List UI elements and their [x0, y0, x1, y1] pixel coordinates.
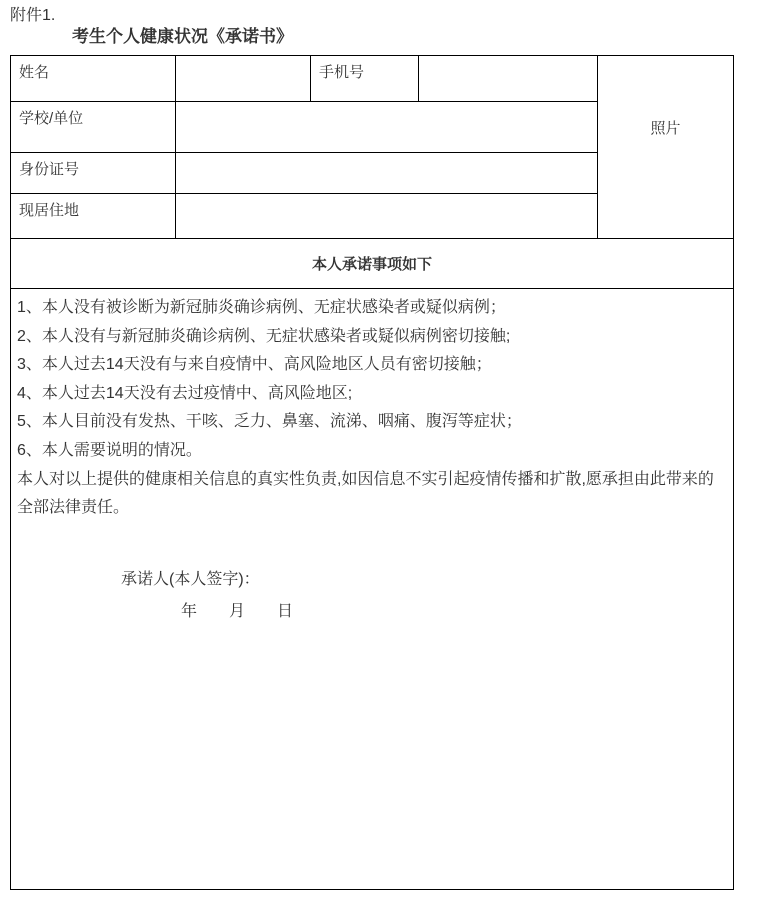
photo-placeholder-cell: 照片	[598, 56, 734, 239]
commitment-item-2: 2、本人没有与新冠肺炎确诊病例、无症状感染者或疑似病例密切接触;	[17, 327, 511, 345]
table-row	[11, 239, 734, 289]
signature-block	[17, 564, 725, 628]
residence-value-cell	[176, 194, 598, 239]
id-number-value-cell	[176, 153, 598, 194]
phone-value-cell	[419, 56, 598, 102]
commitment-item-6: 6、本人需要说明的情况。	[17, 441, 202, 459]
residence-label: 现居住地	[11, 194, 176, 239]
table-row	[11, 289, 734, 890]
commitment-content-cell	[11, 289, 734, 890]
name-label: 姓名	[11, 56, 176, 102]
commitment-item-1: 1、本人没有被诊断为新冠肺炎确诊病例、无症状感染者或疑似病例；	[17, 299, 506, 316]
date-line: 年 月 日	[181, 602, 302, 620]
id-number-label: 身份证号	[11, 153, 176, 194]
phone-label: 手机号	[311, 56, 419, 102]
commitment-item-3: 3、本人过去14天没有与来自疫情中、高风险地区人员有密切接触；	[17, 356, 492, 374]
commitment-section-header: 本人承诺事项如下	[11, 239, 734, 289]
document-title: 考生个人健康状况《承诺书》	[72, 27, 293, 46]
school-label: 学校/单位	[11, 102, 176, 153]
commitment-item-5: 5、本人目前没有发热、干咳、乏力、鼻塞、流涕、咽痛、腹泻等症状；	[17, 413, 522, 431]
commitment-item-4: 4、本人过去14天没有去过疫情中、高风险地区;	[17, 384, 353, 402]
health-commitment-form-table	[10, 55, 734, 890]
declaration-paragraph: 本人对以上提供的健康相关信息的真实性负责,如因信息不实引起疫情传播和扩散,愿承担由此带来的全部法律责任。	[17, 470, 714, 517]
signature-label: 承诺人(本人签字)：	[121, 570, 260, 588]
table-row	[11, 56, 734, 102]
name-value-cell	[176, 56, 311, 102]
attachment-label: 附件1.	[10, 7, 56, 24]
school-value-cell	[176, 102, 598, 153]
